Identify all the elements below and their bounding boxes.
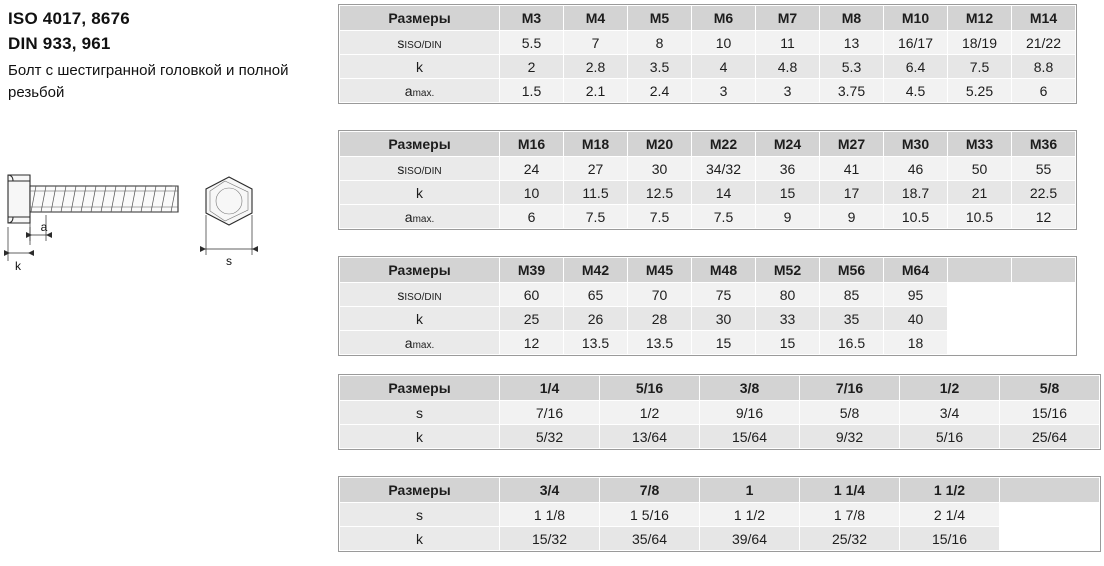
table-row [340, 205, 1076, 229]
cell-a-M36: 12 [1012, 205, 1076, 229]
column-header-M45: M45 [628, 258, 692, 283]
table-row [340, 181, 1076, 205]
table-header-row [340, 132, 1076, 157]
column-header-M24: M24 [756, 132, 820, 157]
cell-k-M45: 28 [628, 307, 692, 331]
column-header-3-4: 3/4 [500, 478, 600, 503]
table-header-row [340, 258, 1076, 283]
row-label-k: k [340, 181, 500, 205]
table-metric-3 [339, 257, 1076, 355]
column-header-M52: M52 [756, 258, 820, 283]
cell-k-M42: 26 [564, 307, 628, 331]
table-row [340, 55, 1076, 79]
table-row [340, 283, 1076, 307]
cell-a-M22: 7.5 [692, 205, 756, 229]
cell-k-M52: 33 [756, 307, 820, 331]
cell-k-M12: 7.5 [948, 55, 1012, 79]
column-header-M3: M3 [500, 6, 564, 31]
cell-a-M45: 13.5 [628, 331, 692, 355]
table-header-row [340, 478, 1100, 503]
cell-s-5-8: 15/16 [1000, 401, 1100, 425]
row-label-k: k [340, 307, 500, 331]
column-header-label: Размеры [340, 132, 500, 157]
table-row [340, 331, 1076, 355]
cell-k-M36: 22.5 [1012, 181, 1076, 205]
cell-k-M18: 11.5 [564, 181, 628, 205]
table-header-row [340, 376, 1100, 401]
empty-cell [1012, 331, 1076, 355]
cell-s-M6: 10 [692, 31, 756, 55]
cell-a-M12: 5.25 [948, 79, 1012, 103]
cell-s-M24: 36 [756, 157, 820, 181]
cell-a-M27: 9 [820, 205, 884, 229]
column-header-M5: M5 [628, 6, 692, 31]
cell-s-M45: 70 [628, 283, 692, 307]
empty-cell [1000, 527, 1100, 551]
cell-k-M24: 15 [756, 181, 820, 205]
cell-k-5-16: 13/64 [600, 425, 700, 449]
cell-s-M36: 55 [1012, 157, 1076, 181]
table-border [338, 374, 1101, 450]
table-row [340, 425, 1100, 449]
cell-k-M4: 2.8 [564, 55, 628, 79]
empty-cell [1000, 503, 1100, 527]
cell-k-5-8: 25/64 [1000, 425, 1100, 449]
table-border [338, 130, 1077, 230]
table-border [338, 256, 1077, 356]
cell-s-M4: 7 [564, 31, 628, 55]
empty-cell [948, 258, 1012, 283]
cell-k-1: 39/64 [700, 527, 800, 551]
column-header-1-2: 1/2 [900, 376, 1000, 401]
cell-a-M7: 3 [756, 79, 820, 103]
column-header-label: Размеры [340, 258, 500, 283]
cell-s-M56: 85 [820, 283, 884, 307]
cell-k-M48: 30 [692, 307, 756, 331]
cell-s-1-4: 7/16 [500, 401, 600, 425]
cell-s-M8: 13 [820, 31, 884, 55]
column-header-1-4: 1/4 [500, 376, 600, 401]
row-label-s: sISO/DIN [340, 283, 500, 307]
table-row [340, 79, 1076, 103]
cell-s-1-2: 3/4 [900, 401, 1000, 425]
column-header-M39: M39 [500, 258, 564, 283]
cell-k-1-4: 5/32 [500, 425, 600, 449]
cell-s-M39: 60 [500, 283, 564, 307]
dimension-label-s: s [226, 254, 232, 268]
column-header-7-8: 7/8 [600, 478, 700, 503]
row-label-a: amax. [340, 205, 500, 229]
cell-a-M5: 2.4 [628, 79, 692, 103]
table-border [338, 476, 1101, 552]
cell-a-M33: 10.5 [948, 205, 1012, 229]
column-header-label: Размеры [340, 478, 500, 503]
cell-s-M5: 8 [628, 31, 692, 55]
cell-k-3-4: 15/32 [500, 527, 600, 551]
cell-a-M4: 2.1 [564, 79, 628, 103]
cell-s-M7: 11 [756, 31, 820, 55]
column-header-1-1-2: 1 1/2 [900, 478, 1000, 503]
column-header-M4: M4 [564, 6, 628, 31]
column-header-M6: M6 [692, 6, 756, 31]
product-info-panel [8, 6, 338, 566]
cell-s-3-8: 9/16 [700, 401, 800, 425]
column-header-M48: M48 [692, 258, 756, 283]
column-header-M36: M36 [1012, 132, 1076, 157]
cell-s-7-16: 5/8 [800, 401, 900, 425]
cell-s-M14: 21/22 [1012, 31, 1076, 55]
cell-k-M14: 8.8 [1012, 55, 1076, 79]
cell-s-M16: 24 [500, 157, 564, 181]
empty-cell [1012, 283, 1076, 307]
bolt-technical-drawing [0, 165, 330, 275]
cell-k-M33: 21 [948, 181, 1012, 205]
table-border [338, 4, 1077, 104]
cell-s-M12: 18/19 [948, 31, 1012, 55]
row-label-a: amax. [340, 79, 500, 103]
cell-a-M30: 10.5 [884, 205, 948, 229]
cell-s-M48: 75 [692, 283, 756, 307]
table-row [340, 527, 1100, 551]
cell-s-M64: 95 [884, 283, 948, 307]
cell-s-M22: 34/32 [692, 157, 756, 181]
column-header-M8: M8 [820, 6, 884, 31]
cell-s-3-4: 1 1/8 [500, 503, 600, 527]
cell-s-M27: 41 [820, 157, 884, 181]
cell-a-M52: 15 [756, 331, 820, 355]
cell-k-M7: 4.8 [756, 55, 820, 79]
column-header-M27: M27 [820, 132, 884, 157]
empty-cell [1012, 258, 1076, 283]
column-header-M20: M20 [628, 132, 692, 157]
cell-a-M20: 7.5 [628, 205, 692, 229]
cell-k-1-2: 5/16 [900, 425, 1000, 449]
empty-cell [948, 331, 1012, 355]
dimension-label-k: k [15, 259, 21, 273]
column-header-M30: M30 [884, 132, 948, 157]
table-header-row [340, 6, 1076, 31]
column-header-M18: M18 [564, 132, 628, 157]
cell-s-M52: 80 [756, 283, 820, 307]
column-header-M16: M16 [500, 132, 564, 157]
cell-s-M33: 50 [948, 157, 1012, 181]
dimension-label-a: a [40, 220, 48, 234]
row-label-k: k [340, 55, 500, 79]
cell-a-M42: 13.5 [564, 331, 628, 355]
cell-a-M10: 4.5 [884, 79, 948, 103]
cell-k-M6: 4 [692, 55, 756, 79]
column-header-M12: M12 [948, 6, 1012, 31]
column-header-M33: M33 [948, 132, 1012, 157]
column-header-label: Размеры [340, 6, 500, 31]
cell-a-M6: 3 [692, 79, 756, 103]
cell-a-M18: 7.5 [564, 205, 628, 229]
column-header-5-16: 5/16 [600, 376, 700, 401]
cell-a-M56: 16.5 [820, 331, 884, 355]
empty-cell [948, 283, 1012, 307]
row-label-s: s [340, 401, 500, 425]
cell-k-M27: 17 [820, 181, 884, 205]
cell-k-M64: 40 [884, 307, 948, 331]
cell-a-M64: 18 [884, 331, 948, 355]
product-description: Болт с шестигранной головкой и полной резьбой [8, 62, 289, 101]
dimension-table-metric-3 [338, 256, 1077, 361]
cell-k-7-16: 9/32 [800, 425, 900, 449]
table-imperial-1 [339, 375, 1100, 449]
empty-cell [1012, 307, 1076, 331]
cell-k-1-1-2: 15/16 [900, 527, 1000, 551]
column-header-3-8: 3/8 [700, 376, 800, 401]
column-header-M64: M64 [884, 258, 948, 283]
cell-s-M30: 46 [884, 157, 948, 181]
cell-k-M56: 35 [820, 307, 884, 331]
cell-a-M3: 1.5 [500, 79, 564, 103]
column-header-M7: M7 [756, 6, 820, 31]
column-header-M10: M10 [884, 6, 948, 31]
row-label-s: s [340, 503, 500, 527]
cell-k-M20: 12.5 [628, 181, 692, 205]
dimension-table-imperial-2 [338, 476, 1101, 557]
standard-line-2: DIN 933, 961 [8, 34, 111, 53]
cell-k-M30: 18.7 [884, 181, 948, 205]
column-header-1-1-4: 1 1/4 [800, 478, 900, 503]
table-metric-1 [339, 5, 1076, 103]
column-header-label: Размеры [340, 376, 500, 401]
cell-a-M24: 9 [756, 205, 820, 229]
cell-k-M22: 14 [692, 181, 756, 205]
cell-k-M8: 5.3 [820, 55, 884, 79]
row-label-k: k [340, 527, 500, 551]
dimension-table-metric-2 [338, 130, 1077, 235]
row-label-a: amax. [340, 331, 500, 355]
cell-k-7-8: 35/64 [600, 527, 700, 551]
cell-s-M42: 65 [564, 283, 628, 307]
cell-a-M48: 15 [692, 331, 756, 355]
row-label-s: sISO/DIN [340, 31, 500, 55]
cell-k-3-8: 15/64 [700, 425, 800, 449]
column-header-7-16: 7/16 [800, 376, 900, 401]
dimension-table-metric-1 [338, 4, 1077, 109]
cell-a-M16: 6 [500, 205, 564, 229]
cell-s-M20: 30 [628, 157, 692, 181]
cell-k-M5: 3.5 [628, 55, 692, 79]
cell-k-M39: 25 [500, 307, 564, 331]
column-header-1: 1 [700, 478, 800, 503]
cell-k-M3: 2 [500, 55, 564, 79]
cell-s-M10: 16/17 [884, 31, 948, 55]
cell-a-M14: 6 [1012, 79, 1076, 103]
table-row [340, 307, 1076, 331]
cell-s-7-8: 1 5/16 [600, 503, 700, 527]
cell-k-M10: 6.4 [884, 55, 948, 79]
table-imperial-2 [339, 477, 1100, 551]
table-row [340, 503, 1100, 527]
table-row [340, 157, 1076, 181]
cell-a-M39: 12 [500, 331, 564, 355]
empty-cell [1000, 478, 1100, 503]
row-label-s: sISO/DIN [340, 157, 500, 181]
cell-s-M3: 5.5 [500, 31, 564, 55]
empty-cell [948, 307, 1012, 331]
column-header-M14: M14 [1012, 6, 1076, 31]
column-header-M42: M42 [564, 258, 628, 283]
table-row [340, 401, 1100, 425]
cell-a-M8: 3.75 [820, 79, 884, 103]
cell-s-M18: 27 [564, 157, 628, 181]
cell-k-M16: 10 [500, 181, 564, 205]
cell-s-1-1-2: 2 1/4 [900, 503, 1000, 527]
column-header-M22: M22 [692, 132, 756, 157]
cell-s-1: 1 1/2 [700, 503, 800, 527]
cell-k-1-1-4: 25/32 [800, 527, 900, 551]
table-row [340, 31, 1076, 55]
dimension-table-imperial-1 [338, 374, 1101, 455]
column-header-5-8: 5/8 [1000, 376, 1100, 401]
table-metric-2 [339, 131, 1076, 229]
column-header-M56: M56 [820, 258, 884, 283]
cell-s-1-1-4: 1 7/8 [800, 503, 900, 527]
row-label-k: k [340, 425, 500, 449]
cell-s-5-16: 1/2 [600, 401, 700, 425]
standard-line-1: ISO 4017, 8676 [8, 9, 130, 28]
